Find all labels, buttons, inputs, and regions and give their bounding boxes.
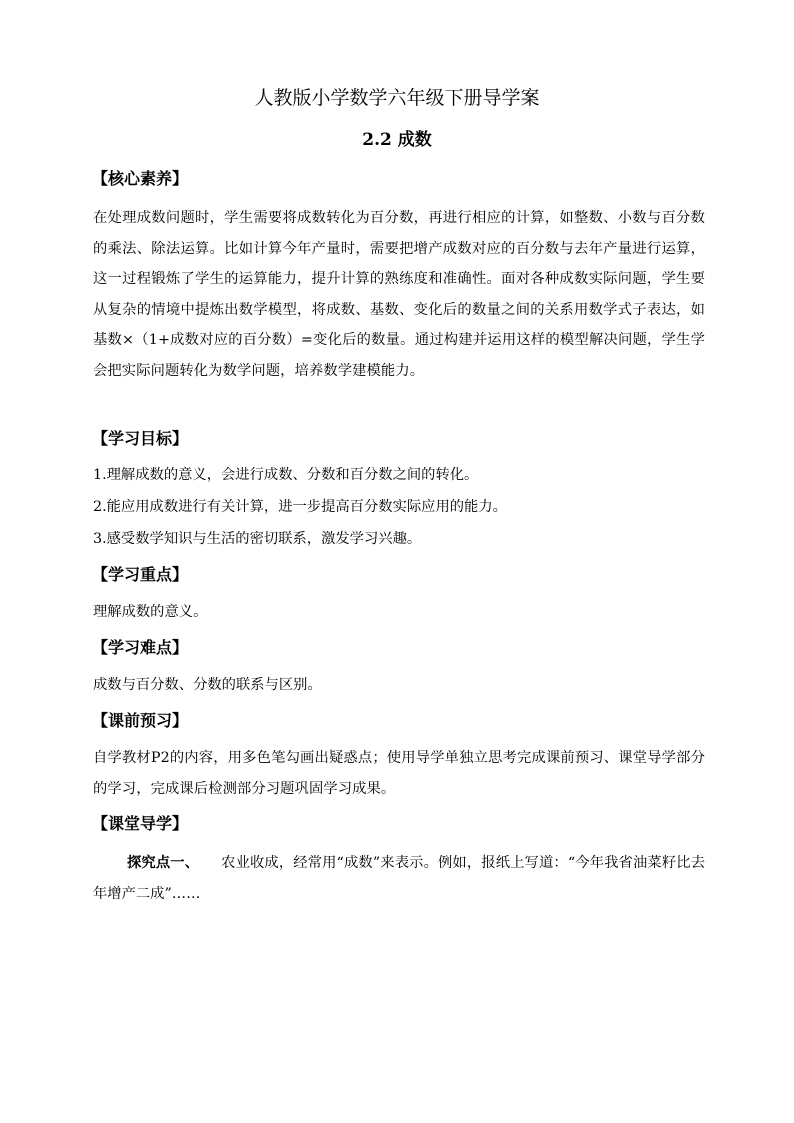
heading-preview: 【课前预习】 xyxy=(92,711,189,730)
core-literacy-text: 在处理成数问题时，学生需要将成数转化为百分数，再进行相应的计算，如整数、小数与百分数的乘法、除法运算。比如计算今年产量时，需要把增产成数对应的百分数与去年产量进行运算，这一过程锻炼了学生的运算能力，提升计算的熟练度和准确性。面对各种成数实际问题，学生要从复杂的情境中提炼出数学模型，将成数、基数、变化后的数量之间的关系用数学式子表达，如基数×（1+成数对应的百分数）=变化后的数量。通过构建并运用这样的模型解决问题，学生学会把实际问题转化为数学问题，培养数学建模能力。 xyxy=(93,210,705,379)
learning-goal-3: 3.感受数学知识与生活的密切联系，激发学习兴趣。 xyxy=(93,531,422,547)
explore-point-label: 探究点一、 xyxy=(127,855,200,871)
explore-point-one xyxy=(93,848,705,909)
heading-learning-goals: 【学习目标】 xyxy=(92,429,189,448)
document-title: 人教版小学数学六年级下册导学案 xyxy=(254,87,540,109)
heading-learning-focus: 【学习重点】 xyxy=(92,565,189,584)
lesson-title: 2.2 成数 xyxy=(362,130,432,150)
preview-text: 自学教材P2的内容，用多色笔勾画出疑惑点；使用导学单独立思考完成课前预习、课堂导学部分的学习，完成课后检测部分习题巩固学习成果。 xyxy=(93,750,705,797)
learning-goal-2: 2.能应用成数进行有关计算，进一步提高百分数实际应用的能力。 xyxy=(93,499,507,515)
learning-difficulty-text: 成数与百分数、分数的联系与区别。 xyxy=(93,677,322,693)
learning-focus-text: 理解成数的意义。 xyxy=(93,604,208,620)
heading-class-guide: 【课堂导学】 xyxy=(92,814,189,833)
learning-goal-1: 1.理解成数的意义，会进行成数、分数和百分数之间的转化。 xyxy=(93,467,479,483)
heading-learning-difficulty: 【学习难点】 xyxy=(92,638,189,657)
heading-core-literacy: 【核心素养】 xyxy=(92,169,189,188)
explore-point-text: 农业收成，经常用“成数”来表示。例如，报纸上写道：“今年我省油菜籽比去年增产二成”…… xyxy=(93,855,705,902)
